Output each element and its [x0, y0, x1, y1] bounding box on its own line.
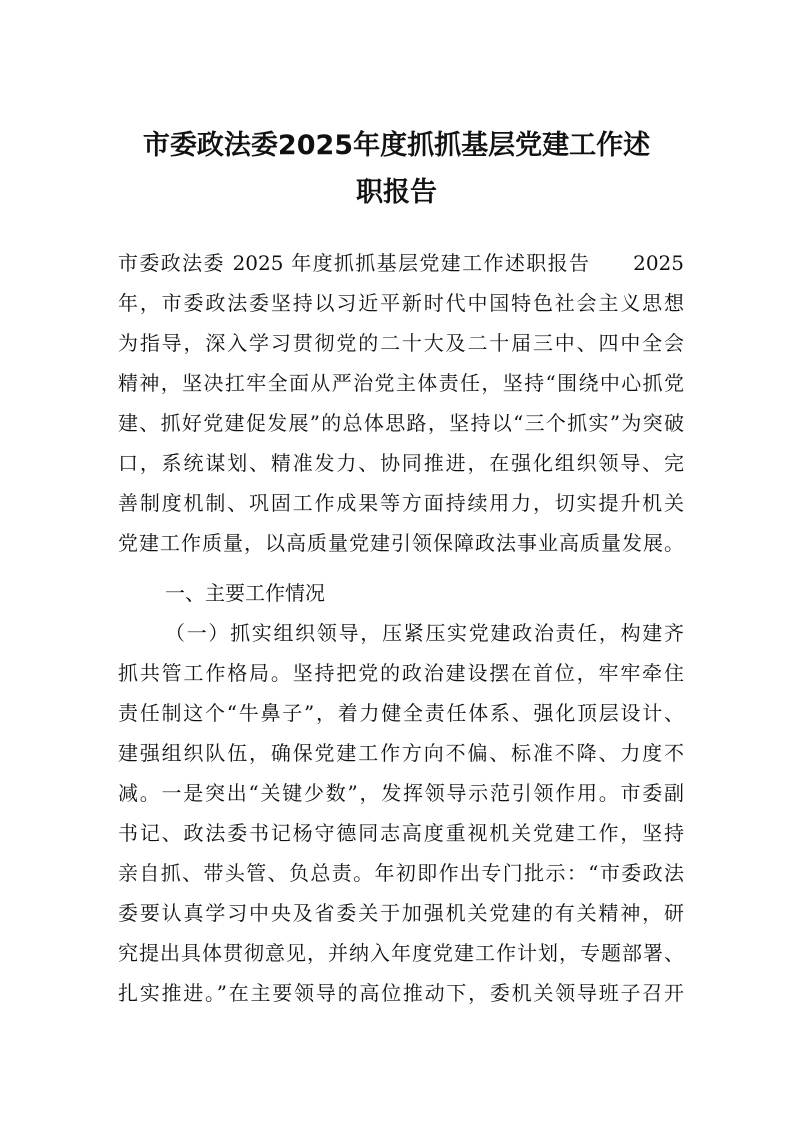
section-line: 亲自抓、带头管、负总责。年初即作出专门批示：“市委政法 [118, 861, 684, 885]
intro-line: 年，市委政法委坚持以习近平新时代中国特色社会主义思想 [118, 291, 684, 315]
section-line: （一）抓实组织领导，压紧压实党建政治责任，构建齐 [165, 621, 684, 645]
section-line: 究提出具体贯彻意见，并纳入年度党建工作计划，专题部署、 [118, 941, 684, 965]
intro-line: 为指导，深入学习贯彻党的二十大及二十届三中、四中全会 [118, 331, 684, 355]
section-line: 扎实推进。”在主要领导的高位推动下，委机关领导班子召开 [118, 981, 684, 1005]
section-line: 抓共管工作格局。坚持把党的政治建设摆在首位，牢牢牵住 [118, 661, 684, 685]
document-title [100, 122, 693, 216]
intro-line: 精神，坚决扛牢全面从严治党主体责任，坚持“围绕中心抓党 [118, 371, 684, 395]
section-line: 委要认真学习中央及省委关于加强机关党建的有关精神，研 [118, 901, 684, 925]
intro-line: 口，系统谋划、精准发力、协同推进，在强化组织领导、完 [118, 451, 684, 475]
document-body [118, 248, 684, 1018]
section-line: 责任制这个“牛鼻子”，着力健全责任体系、强化顶层设计、 [118, 701, 684, 725]
intro-line: 市委政法委 2025 年度抓抓基层党建工作述职报告 2025 [118, 251, 684, 275]
intro-line: 党建工作质量，以高质量党建引领保障政法事业高质量发展。 [118, 531, 684, 555]
title-line-2: 职报告 [356, 177, 437, 208]
section-line: 书记、政法委书记杨守德同志高度重视机关党建工作，坚持 [118, 821, 684, 845]
intro-line: 善制度机制、巩固工作成果等方面持续用力，切实提升机关 [118, 491, 684, 515]
section-heading: 一、主要工作情况 [165, 581, 325, 605]
intro-line: 建、抓好党建促发展”的总体思路，坚持以“三个抓实”为突破 [118, 411, 684, 435]
section-line: 建强组织队伍，确保党建工作方向不偏、标准不降、力度不 [118, 741, 684, 765]
title-line-1: 市委政法委2025年度抓抓基层党建工作述 [142, 130, 651, 161]
section-line: 减。一是突出“关键少数”，发挥领导示范引领作用。市委副 [118, 781, 684, 805]
